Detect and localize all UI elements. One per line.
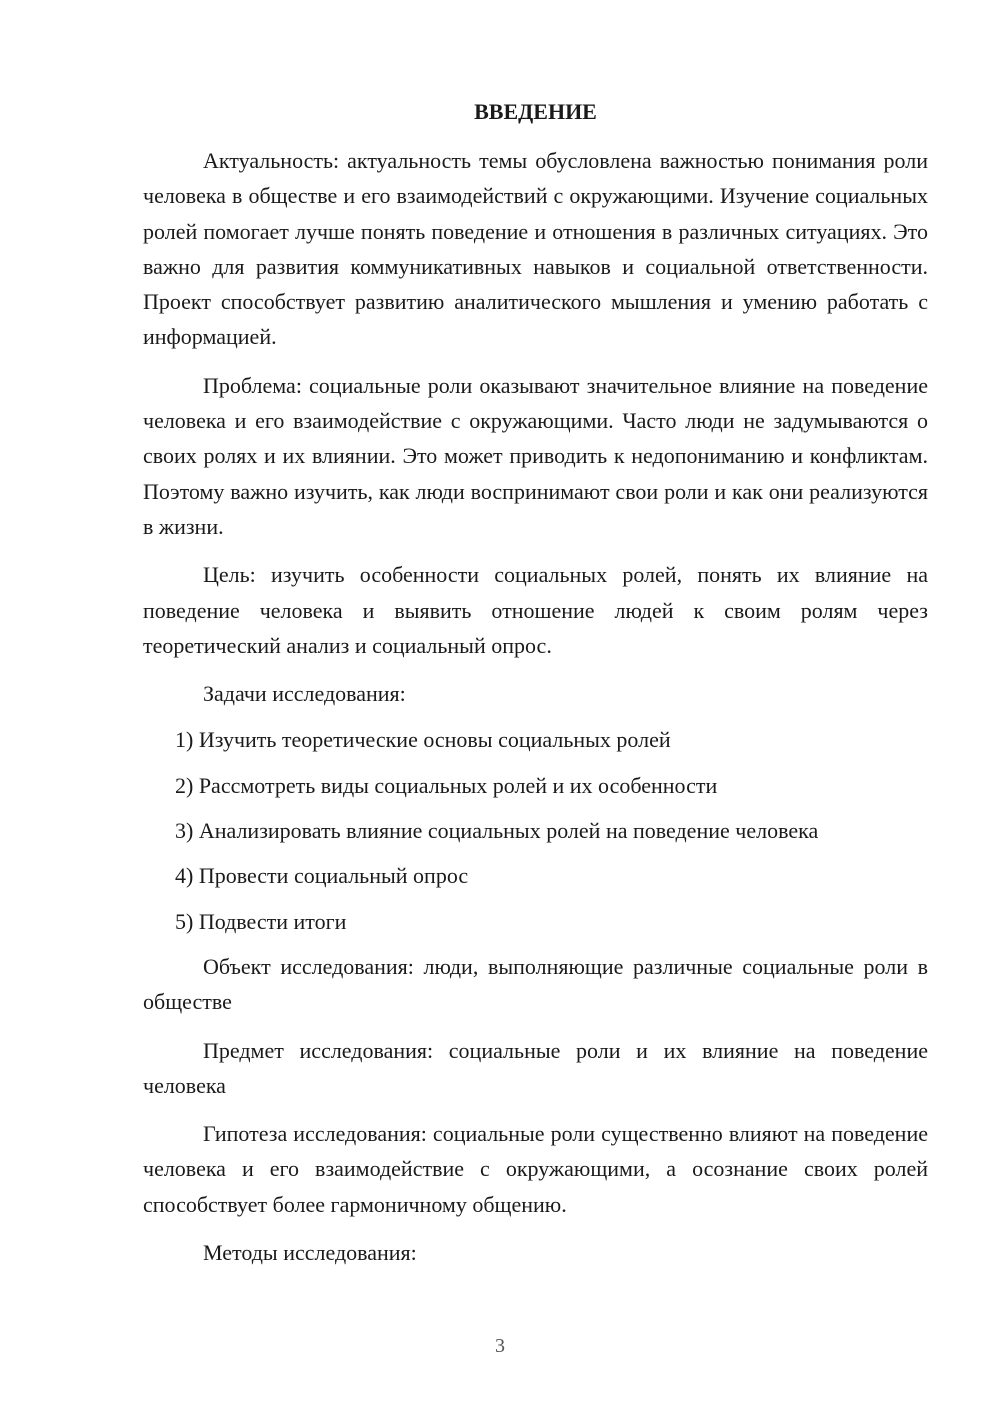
task-item: 4) Провести социальный опрос [175, 863, 469, 889]
page-number: 3 [495, 1335, 505, 1357]
task-item: 5) Подвести итоги [175, 908, 347, 934]
object-paragraph: Объект исследования: люди, выполняющие различные социальные роли в обществе [143, 953, 928, 1015]
section-title: ВВЕДЕНИЕ [474, 99, 597, 124]
relevance-paragraph: Актуальность: актуальность темы обусловлена важностью понимания роли человека в обществе и его взаимодействий с окружающими. Изучение социальных ролей помогает лучше понять поведение и отношения в различных ситуациях. Это важно для развития коммуникативных навыков и социальной ответственности. Проект способствует развитию аналитического мышления и умению работать с информацией. [143, 148, 928, 350]
methods-heading: Методы исследования: [203, 1240, 417, 1266]
goal-paragraph: Цель: изучить особенности социальных ролей, понять их влияние на поведение человека и выявить отношение людей к своим ролям через теоретический анализ и социальный опрос. [143, 562, 928, 658]
task-item: 2) Рассмотреть виды социальных ролей и их особенности [175, 772, 718, 798]
subject-paragraph: Предмет исследования: социальные роли и их влияние на поведение человека [143, 1037, 928, 1098]
tasks-heading: Задачи исследования: [203, 681, 406, 707]
hypothesis-paragraph: Гипотеза исследования: социальные роли существенно влияют на поведение человека и его взаимодействие с окружающими, а осознание своих ролей способствует более гармоничному общению. [143, 1121, 928, 1217]
problem-paragraph: Проблема: социальные роли оказывают значительное влияние на поведение человека и его взаимодействие с окружающими. Часто люди не задумываются о своих ролях и их влиянии. Это может приводить к недопониманию и конфликтам. Поэтому важно изучить, как люди воспринимают свои роли и как они реализуются в жизни. [143, 372, 928, 539]
page-content [143, 97, 928, 1283]
tasks-list [143, 722, 928, 938]
task-item: 1) Изучить теоретические основы социальных ролей [175, 727, 671, 753]
task-item: 3) Анализировать влияние социальных ролей на поведение человека [175, 818, 819, 844]
